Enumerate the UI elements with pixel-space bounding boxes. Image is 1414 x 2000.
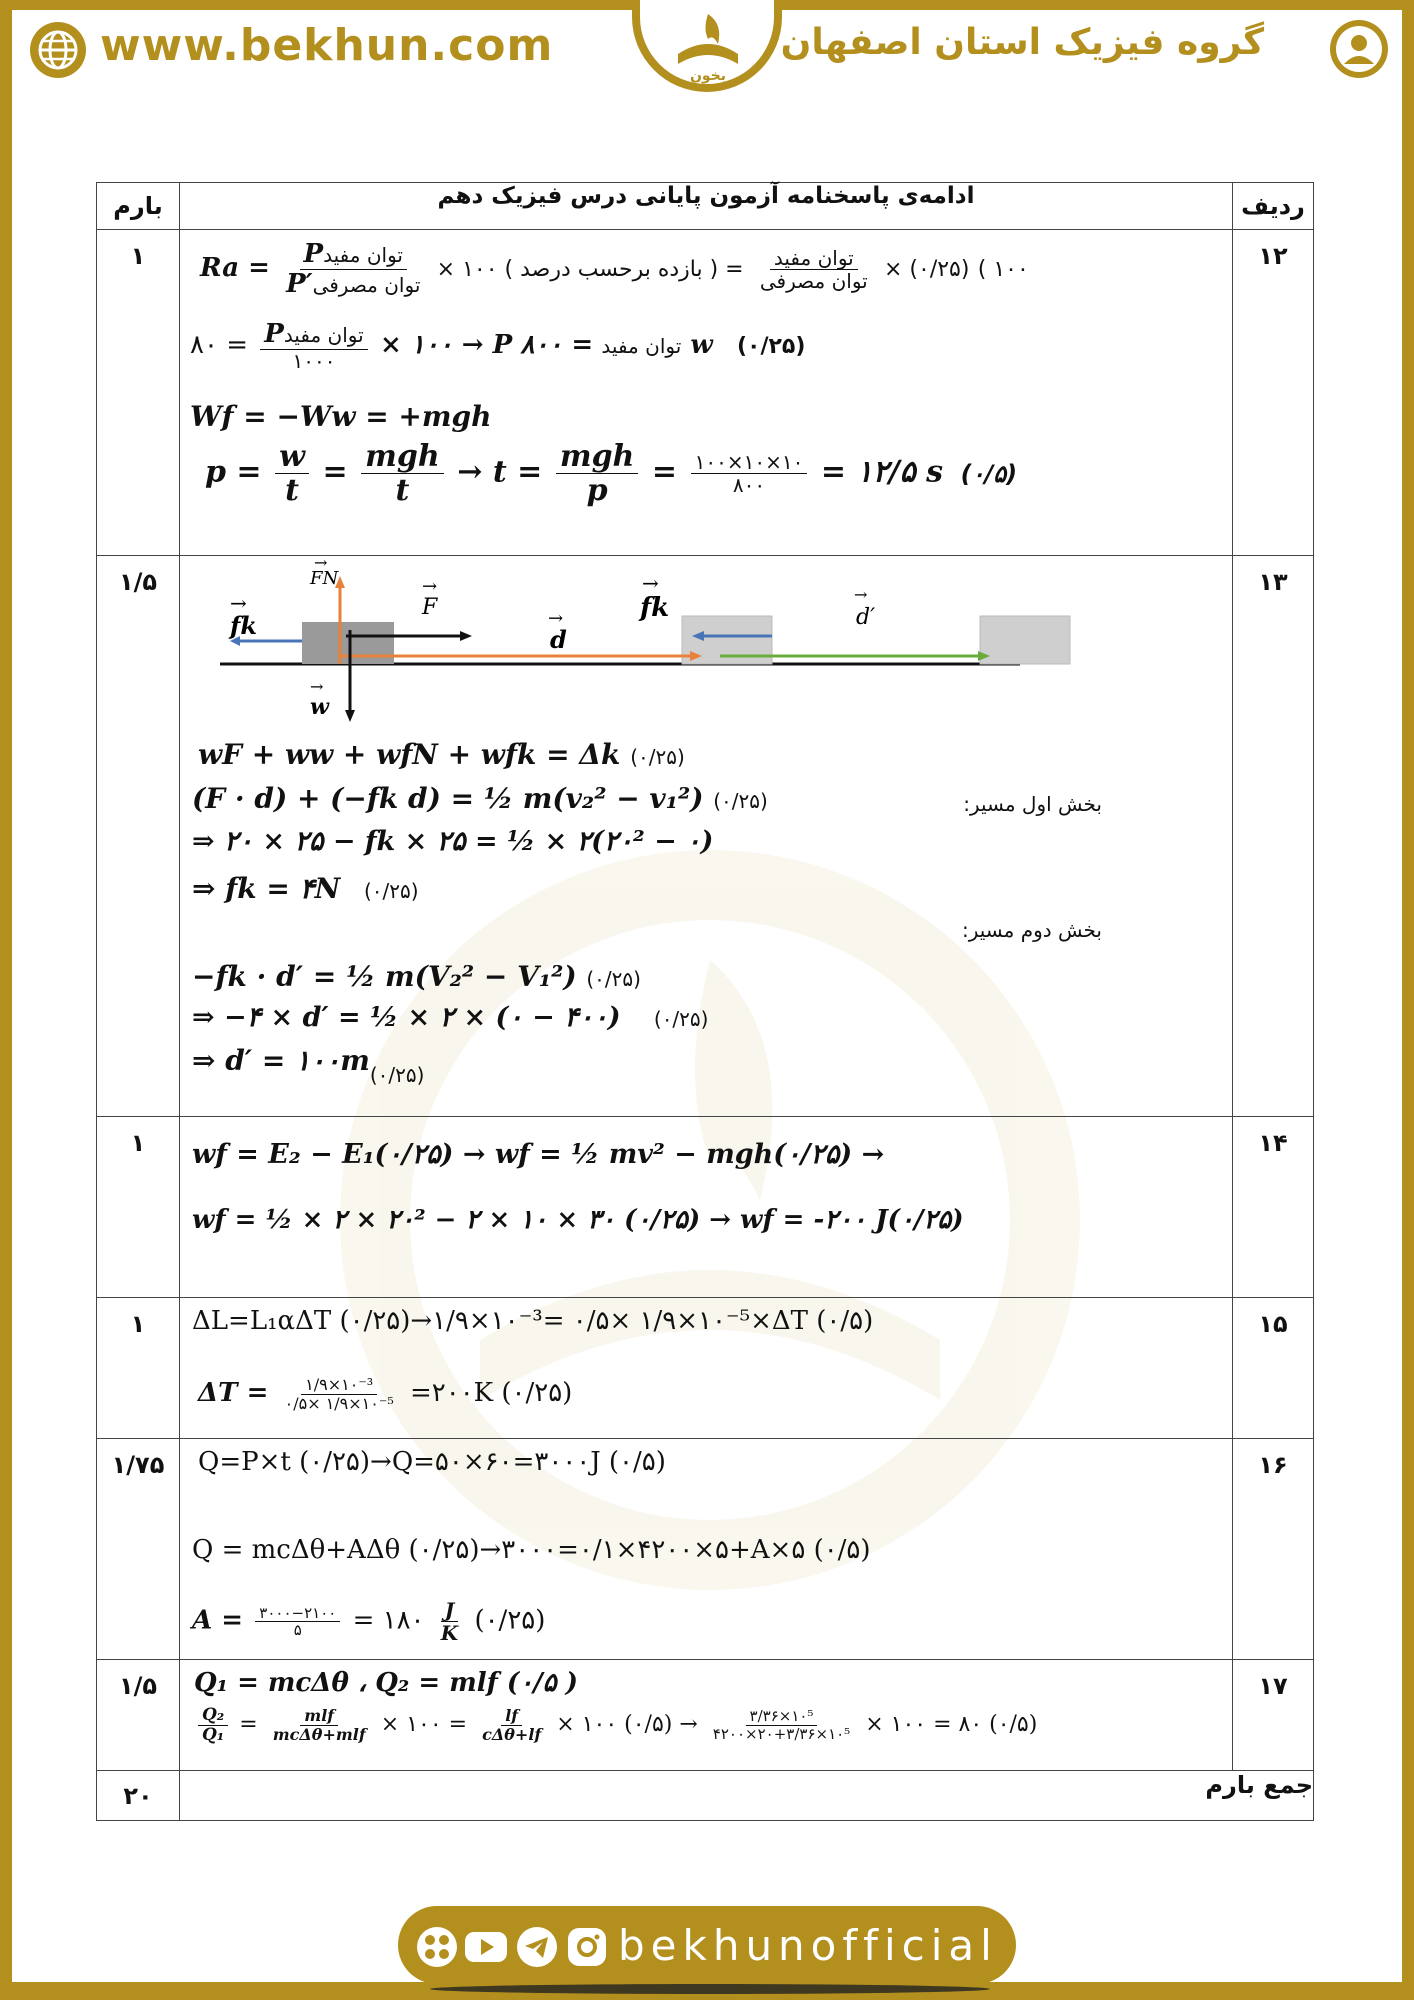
a-value: = ۱۸۰	[352, 1605, 425, 1636]
row-number: ۱۳	[1258, 568, 1288, 596]
heat-ratio-result: × ۱۰۰ = ۸۰ (۰/۵)	[865, 1712, 1038, 1738]
efficiency-end-text: × ۱۰۰ )	[883, 257, 1029, 283]
useful-power-label-2: توان مفید	[770, 247, 858, 270]
delta-t-label: ΔT =	[198, 1378, 269, 1409]
answer-16	[180, 1439, 1232, 1659]
mgh-num: mgh	[361, 440, 444, 474]
eighty-equals: ۸۰ =	[190, 329, 248, 360]
p-prime-symbol: P′	[286, 268, 313, 299]
path2-eq	[192, 960, 641, 993]
social-handle[interactable]: bekhunofficial	[618, 1921, 998, 1970]
svg-text:→: →	[422, 576, 438, 597]
diag-w-label: w	[310, 694, 329, 720]
path1-eq	[192, 782, 768, 815]
score-mark: (۰/۲۵)	[364, 879, 419, 903]
p-symbol: P	[303, 239, 324, 269]
telegram-icon[interactable]	[516, 1926, 558, 1968]
row-column-header: ردیف	[1233, 183, 1314, 230]
logo-text: بخون	[689, 68, 727, 84]
j-unit: J	[441, 1599, 458, 1622]
score-value: ۱/۷۵	[111, 1451, 165, 1479]
eq2-text: (F · d) + (−fk d) = ½ m(v₂² − v₁²)	[192, 782, 704, 815]
force-diagram	[210, 553, 1030, 724]
answer-15	[180, 1298, 1232, 1438]
heat-ratio-eq	[194, 1706, 1037, 1744]
thousand-denominator: ۱۰۰۰	[292, 348, 336, 373]
numbers-den: ۸۰۰	[732, 473, 766, 497]
score-mark: (۰/۵)	[960, 459, 1018, 488]
total-label: جمع بارم	[180, 1771, 1314, 1821]
q2-num: Q₂	[198, 1706, 228, 1726]
table-title: ادامه‌ی پاسخنامه آزمون پایانی درس فیزیک دهم	[180, 183, 1233, 230]
answer-12	[180, 230, 1232, 555]
question-row-13	[97, 556, 1314, 1117]
work-friction-result: wf = ½ × ۲ × ۲۰² − ۲ × ۱۰ × ۳۰ (۰/۲۵) → wf = -۲۰۰ J(۰/۲۵)	[192, 1205, 964, 1235]
diag-d-label-1: d	[550, 625, 567, 654]
row-number: ۱۲	[1258, 242, 1288, 270]
delta-t-num: ۱/۹×۱۰⁻³	[301, 1376, 377, 1395]
answer-14	[180, 1117, 1232, 1297]
diag-fk-label-2: fk	[640, 593, 670, 623]
youtube-icon[interactable]	[464, 1926, 508, 1968]
score-value: ۱	[130, 242, 146, 270]
useful-power-label-3: توان مفید	[283, 323, 364, 347]
lf-den: cΔθ+lf	[482, 1724, 542, 1744]
useful-power-subscript: توان مفید	[601, 333, 682, 358]
t-den-2: t	[395, 473, 410, 508]
row-number: ۱۵	[1258, 1310, 1288, 1338]
arrow-t-equals: → t =	[457, 454, 543, 490]
eq5-text: −fk · d′ = ½ m(V₂² − V₁²)	[192, 960, 577, 993]
score-mark: (۰/۲۵)	[909, 257, 970, 283]
friction-result	[192, 872, 419, 905]
work-energy-eq	[198, 738, 685, 771]
total-score: ۲۰	[97, 1771, 180, 1821]
delta-t-den: ۰/۵× ۱/۹×۱۰⁻⁵	[284, 1393, 394, 1413]
eq6-text: ⇒ −۴ × d′ = ½ × ۲ × (۰ − ۴۰۰)	[192, 1002, 621, 1033]
svg-text:→: →	[230, 591, 247, 615]
score-column-header: بارم	[97, 183, 180, 230]
svg-text:→: →	[314, 553, 328, 572]
expansion-eq: ΔL=L₁αΔT (۰/۲۵)→۱/۹×۱۰⁻³= ۰/۵× ۱/۹×۱۰⁻⁵×ΔT (۰/۵)	[192, 1306, 874, 1336]
work-friction-energy-eq: wf = E₂ − E₁(۰/۲۵) → wf = ½ mv² − mgh(۰/۲۵) →	[192, 1139, 885, 1170]
times-hundred-arrow: × ۱۰۰ (۰/۵) →	[556, 1712, 698, 1738]
work-friction-equation: Wf = −Ww = +mgh	[190, 400, 492, 433]
diag-d-prime-label: d′	[856, 605, 876, 630]
question-row-16	[97, 1439, 1314, 1660]
heat-power-eq: Q=P×t (۰/۲۵)→Q=۵۰×۶۰=۳۰۰۰J (۰/۵)	[198, 1447, 666, 1477]
path2-numbers	[192, 1002, 708, 1033]
distance-result	[192, 1044, 425, 1087]
path-part2-label: بخش دوم مسیر:	[962, 918, 1102, 942]
row-number: ۱۷	[1258, 1672, 1288, 1700]
user-icon	[1328, 18, 1390, 80]
a-num: ۳۰۰۰−۲۱۰۰	[255, 1605, 340, 1623]
a-den: ۵	[293, 1621, 302, 1639]
numeric-num: ۳/۳۶×۱۰⁵	[746, 1708, 818, 1726]
answer-table	[96, 182, 1314, 1821]
useful-power-label: توان مفید	[323, 243, 403, 267]
answer-17	[180, 1660, 1232, 1770]
p-equals: p =	[205, 454, 262, 490]
score-value: ۱/۵	[118, 1672, 158, 1700]
question-row-14	[97, 1117, 1314, 1298]
equals-sign: =	[239, 1712, 258, 1738]
question-row-17	[97, 1660, 1314, 1771]
diag-fk-label-1: fk	[230, 611, 257, 640]
t-den: t	[285, 473, 299, 508]
score-mark: (۰/۲۵)	[474, 1605, 546, 1636]
score-mark: (۰/۲۵)	[713, 789, 768, 813]
diag-fn-label: FN	[310, 568, 339, 589]
book-logo-icon	[668, 4, 748, 84]
heat-balance-eq: Q = mcΔθ+AΔθ (۰/۲۵)→۳۰۰۰=۰/۱×۴۲۰۰×۵+A×۵ (۰/۵)	[192, 1535, 871, 1565]
consumed-power-label: توان مصرفی	[312, 272, 421, 297]
heat-definitions: Q₁ = mcΔθ ، Q₂ = mlf (۰/۵ )	[194, 1668, 578, 1698]
mlf-num: mlf	[300, 1707, 338, 1726]
instagram-icon[interactable]	[566, 1926, 608, 1968]
w-num: w	[275, 440, 309, 474]
delta-t-result	[198, 1376, 572, 1412]
k-unit: K	[440, 1621, 459, 1645]
diag-f-label: F	[422, 595, 438, 620]
lf-num: lf	[501, 1707, 522, 1726]
mgh-num-2: mgh	[556, 440, 639, 474]
eq4-text: ⇒ fk = ۴N	[192, 872, 341, 905]
answer-13	[180, 553, 1232, 1116]
numeric-den: ۴۲۰۰×۲۰+۳/۳۶×۱۰⁵	[712, 1724, 851, 1743]
path1-numbers: ⇒ ۲۰ × ۲۵ − fk × ۲۵ = ½ × ۲(۲۰² − ۰)	[192, 826, 714, 857]
p-den: p	[586, 473, 608, 508]
consumed-power-label-2: توان مصرفی	[759, 268, 868, 293]
score-mark: (۰/۲۵)	[630, 745, 685, 769]
times-hundred: × ۱۰۰ =	[380, 1712, 468, 1738]
site-url-link[interactable]: www.bekhun.com	[100, 20, 554, 71]
numbers-num: ۱۰۰×۱۰×۱۰	[691, 451, 808, 474]
aparat-icon[interactable]	[416, 1926, 458, 1968]
question-row-15	[97, 1298, 1314, 1439]
useful-power-result: = ۸۰۰ w	[520, 329, 713, 360]
q1-den: Q₁	[202, 1724, 225, 1745]
mlf-den: mcΔθ+mlf	[272, 1724, 366, 1744]
total-row	[97, 1771, 1314, 1821]
row-number: ۱۶	[1258, 1451, 1288, 1479]
useful-power-mid: × ۱۰۰ → P	[379, 329, 513, 360]
p-symbol-2: P	[264, 319, 284, 349]
group-title: گروه فیزیک استان اصفهان	[780, 22, 1264, 63]
svg-text:→: →	[310, 677, 324, 696]
heat-capacity-result	[192, 1599, 545, 1644]
eq7-text: ⇒ d′ = ۱۰۰m	[192, 1044, 370, 1077]
efficiency-mid-text: × ۱۰۰ ( بازده برحسب درصد ) =	[436, 257, 744, 283]
svg-text:→: →	[854, 585, 868, 604]
block-3	[980, 616, 1070, 664]
time-calc: p = $\frac{w}{t}$ = $\frac{\text{mgh}}{t}$ → t = $\frac{\text{mgh}}{p}$ = $\frac{۱۰۰\times ۱۰\times ۱۰}{۸۰۰}$ = ۱۲/۵ s (۰/۵)	[205, 439, 1018, 508]
eq1-text: wF + ww + wfN + wfk = Δk	[198, 738, 621, 771]
ra-label: Ra =	[200, 253, 270, 284]
delta-t-value: =۲۰۰K (۰/۲۵)	[410, 1378, 573, 1409]
score-mark: (۰/۲۵)	[653, 1007, 709, 1031]
path-part1-label: بخش اول مسیر:	[963, 792, 1102, 816]
footer-shadow	[430, 1984, 990, 1994]
score-value: ۱/۵	[118, 568, 158, 596]
question-row-12	[97, 230, 1314, 556]
score-mark: (۰/۲۵)	[369, 1063, 425, 1087]
a-label: A =	[192, 1605, 244, 1636]
score-mark: (۰/۲۵)	[586, 967, 641, 991]
block-1	[302, 622, 394, 664]
svg-text:→: →	[642, 571, 659, 595]
table-header-row	[97, 183, 1314, 230]
svg-text:→: →	[548, 608, 564, 629]
score-mark: (۰/۲۵)	[736, 333, 806, 359]
useful-power-calc	[190, 320, 805, 372]
efficiency-formula	[200, 240, 1029, 298]
row-number: ۱۴	[1258, 1129, 1288, 1157]
score-value: ۱	[130, 1129, 146, 1157]
globe-icon[interactable]	[28, 20, 88, 80]
time-result: = ۱۲/۵ s	[820, 454, 944, 490]
score-value: ۱	[130, 1310, 146, 1338]
